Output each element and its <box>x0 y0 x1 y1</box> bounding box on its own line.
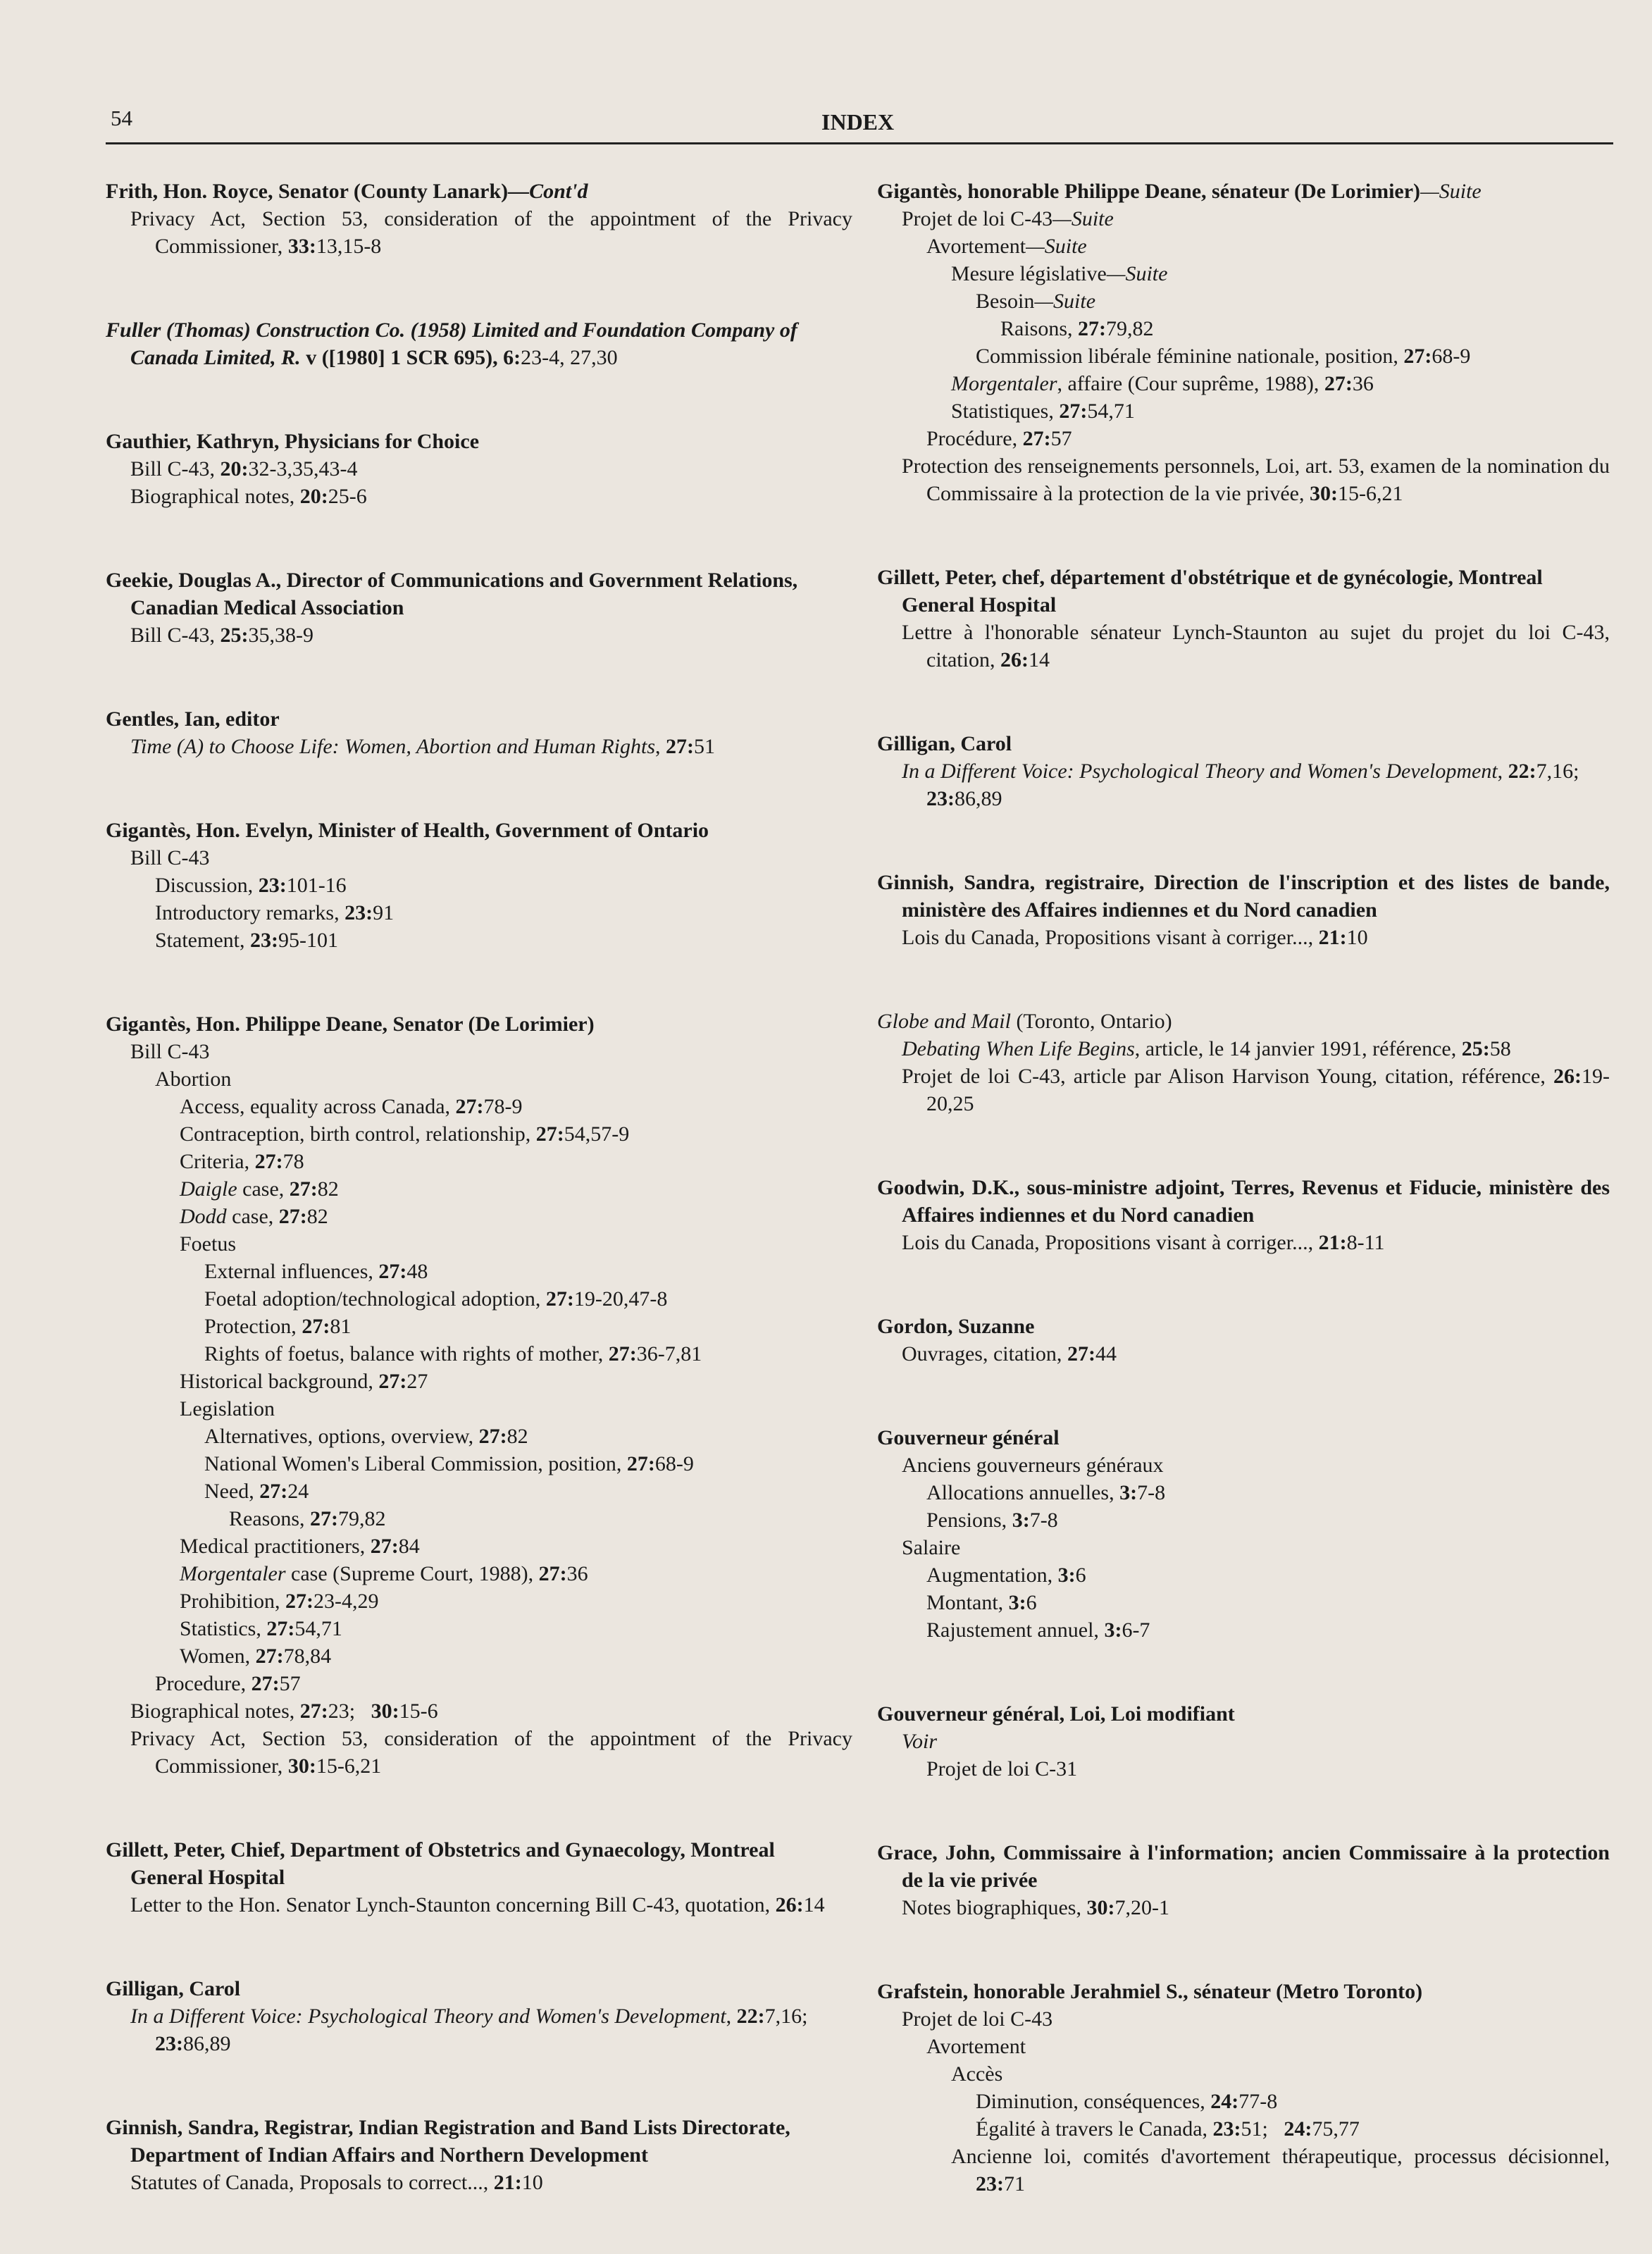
subentry: Criteria, 27:78 <box>180 1150 304 1173</box>
index-entry <box>106 428 852 510</box>
subentry: Statistiques, 27:54,71 <box>951 400 1135 423</box>
index-entry <box>106 1975 852 2057</box>
subentry: Ouvrages, citation, 27:44 <box>902 1342 1117 1366</box>
index-entry <box>877 869 1610 951</box>
subentry: Besoin—Suite <box>976 290 1096 313</box>
subentry: Foetus <box>180 1232 237 1256</box>
subentry: Legislation <box>180 1397 275 1420</box>
index-entry <box>106 178 852 260</box>
subentry: Statistics, 27:54,71 <box>180 1617 342 1640</box>
index-entry <box>106 316 852 371</box>
subentry: Medical practitioners, 27:84 <box>180 1535 420 1558</box>
index-entry <box>877 730 1610 812</box>
entry-heading: Frith, Hon. Royce, Senator (County Lanark)—Cont'd <box>106 180 588 203</box>
subentry: Raisons, 27:79,82 <box>1000 317 1154 340</box>
index-entry <box>877 1313 1610 1368</box>
subentry: Introductory remarks, 23:91 <box>155 901 395 924</box>
subentry: Women, 27:78,84 <box>180 1645 332 1668</box>
subentry: Ancienne loi, comités d'avortement thérapeutique, processus décisionnel, 23:71 <box>951 2145 1610 2196</box>
subentry: Notes biographiques, 30:7,20-1 <box>902 1896 1169 1919</box>
subentry: Abortion <box>155 1067 232 1091</box>
entry-heading: Gilligan, Carol <box>877 732 1012 755</box>
subentry: Foetal adoption/technological adoption, 27:19-20,47-8 <box>204 1287 668 1311</box>
subentry: Privacy Act, Section 53, consideration of the appointment of the Privacy Commissioner, 30:15-6,21 <box>130 1727 852 1778</box>
subentry: Bill C-43, 25:35,38-9 <box>130 624 314 647</box>
subentry: Égalité à travers le Canada, 23:51; 24:75,77 <box>976 2117 1360 2141</box>
running-head: INDEX <box>821 109 895 135</box>
page-number: 54 <box>111 106 132 130</box>
entry-heading: Gordon, Suzanne <box>877 1315 1035 1338</box>
subentry: Bill C-43, 20:32-3,35,43-4 <box>130 457 358 481</box>
subentry: Statutes of Canada, Proposals to correct..., 21:10 <box>130 2171 543 2194</box>
left-column <box>106 178 852 2253</box>
subentry: Lois du Canada, Propositions visant à corriger..., 21:8-11 <box>902 1231 1385 1254</box>
subentry: Protection, 27:81 <box>204 1315 352 1338</box>
subentry: National Women's Liberal Commission, position, 27:68-9 <box>204 1452 694 1475</box>
entry-heading: Goodwin, D.K., sous-ministre adjoint, Terres, Revenus et Fiducie, ministère des Affaires indiennes et du Nord canadien <box>877 1176 1610 1227</box>
index-entry <box>106 566 852 649</box>
subentry: Bill C-43 <box>130 1040 210 1063</box>
subentry: Letter to the Hon. Senator Lynch-Staunton concerning Bill C-43, quotation, 26:14 <box>130 1893 825 1916</box>
subentry: Statement, 23:95-101 <box>155 929 338 952</box>
right-column <box>877 178 1610 2254</box>
subentry: Historical background, 27:27 <box>180 1370 428 1393</box>
entry-heading: Gillett, Peter, chef, département d'obstétrique et de gynécologie, Montreal General Hospital <box>877 566 1543 617</box>
entry-heading: Ginnish, Sandra, registraire, Direction de l'inscription et des listes de bande, ministère des Affaires indiennes et du Nord canadien <box>877 871 1610 922</box>
subentry: Reasons, 27:79,82 <box>229 1507 386 1530</box>
subentry: Procédure, 27:57 <box>926 427 1072 450</box>
entry-heading: Grafstein, honorable Jerahmiel S., sénateur (Metro Toronto) <box>877 1980 1423 2003</box>
entry-heading: Gentles, Ian, editor <box>106 707 280 731</box>
entry-heading: Ginnish, Sandra, Registrar, Indian Registration and Band Lists Directorate, Department of Indian Affairs and Northern Development <box>106 2116 790 2167</box>
entry-heading: Gouverneur général, Loi, Loi modifiant <box>877 1702 1235 1726</box>
entry-heading: Gigantès, Hon. Philippe Deane, Senator (De Lorimier) <box>106 1013 595 1036</box>
entry-heading: Gigantès, Hon. Evelyn, Minister of Health, Government of Ontario <box>106 819 709 842</box>
entry-heading: Fuller (Thomas) Construction Co. (1958) Limited and Foundation Company of Canada Limited, R. v ([1980] 1 SCR 695), 6:23-4, 27,30 <box>106 318 797 369</box>
subentry: Access, equality across Canada, 27:78-9 <box>180 1095 523 1118</box>
subentry: Projet de loi C-43—Suite <box>902 207 1114 230</box>
subentry: Daigle case, 27:82 <box>180 1177 339 1201</box>
subentry: Bill C-43 <box>130 846 210 869</box>
index-entry <box>877 564 1610 674</box>
entry-heading: Gigantès, honorable Philippe Deane, sénateur (De Lorimier)—Suite <box>877 180 1482 203</box>
index-entry <box>877 1978 1610 2198</box>
subentry: Voir <box>902 1730 938 1753</box>
subentry: Accès <box>951 2062 1003 2086</box>
entry-heading: Gauthier, Kathryn, Physicians for Choice <box>106 430 480 453</box>
entry-heading: Globe and Mail (Toronto, Ontario) <box>877 1010 1172 1033</box>
entry-heading: Gouverneur général <box>877 1426 1060 1449</box>
subentry: Morgentaler case (Supreme Court, 1988), 27:36 <box>180 1562 588 1585</box>
entry-heading: Geekie, Douglas A., Director of Communications and Government Relations, Canadian Medical Association <box>106 569 798 619</box>
subentry: Contraception, birth control, relationship, 27:54,57-9 <box>180 1122 630 1146</box>
subentry: Pensions, 3:7-8 <box>926 1509 1058 1532</box>
index-entry <box>877 1008 1610 1117</box>
subentry: Projet de loi C-31 <box>926 1757 1078 1781</box>
index-entry <box>877 178 1610 507</box>
subentry: Montant, 3:6 <box>926 1591 1037 1614</box>
subentry: Rights of foetus, balance with rights of mother, 27:36-7,81 <box>204 1342 702 1366</box>
index-entry <box>106 2114 852 2196</box>
subentry: Protection des renseignements personnels, Loi, art. 53, examen de la nomination du Commissaire à la protection de la vie privée, 30:15-6,21 <box>902 454 1610 505</box>
subentry: Allocations annuelles, 3:7-8 <box>926 1481 1166 1504</box>
subentry: Lois du Canada, Propositions visant à corriger..., 21:10 <box>902 926 1368 949</box>
subentry: Avortement—Suite <box>926 235 1087 258</box>
index-entry <box>877 1700 1610 1783</box>
subentry: Mesure législative—Suite <box>951 262 1168 285</box>
subentry: In a Different Voice: Psychological Theory and Women's Development, 22:7,16; 23:86,89 <box>902 760 1579 810</box>
subentry: Discussion, 23:101-16 <box>155 874 347 897</box>
subentry: Anciens gouverneurs généraux <box>902 1454 1164 1477</box>
subentry: Augmentation, 3:6 <box>926 1563 1086 1587</box>
subentry: Morgentaler, affaire (Cour suprême, 1988), 27:36 <box>951 372 1374 395</box>
entry-heading: Gilligan, Carol <box>106 1977 241 2000</box>
subentry: External influences, 27:48 <box>204 1260 428 1283</box>
subentry: Diminution, conséquences, 24:77-8 <box>976 2090 1278 2113</box>
header-rule <box>106 142 1613 144</box>
entry-heading: Gillett, Peter, Chief, Department of Obstetrics and Gynaecology, Montreal General Hospital <box>106 1838 775 1889</box>
subentry: Avortement <box>926 2035 1026 2058</box>
subentry: Biographical notes, 27:23; 30:15-6 <box>130 1699 438 1723</box>
subentry: Privacy Act, Section 53, consideration of the appointment of the Privacy Commissioner, 33:13,15-8 <box>130 207 852 258</box>
subentry: Biographical notes, 20:25-6 <box>130 485 367 508</box>
subentry: Procedure, 27:57 <box>155 1672 301 1695</box>
subentry: Dodd case, 27:82 <box>180 1205 328 1228</box>
index-entry <box>106 1010 852 1780</box>
subentry: Lettre à l'honorable sénateur Lynch-Staunton au sujet du projet du loi C-43, citation, 26:14 <box>902 621 1610 671</box>
entry-heading: Grace, John, Commissaire à l'information; ancien Commissaire à la protection de la vie privée <box>877 1841 1610 1892</box>
index-entry <box>877 1424 1610 1644</box>
index-entry <box>106 705 852 760</box>
subentry: Alternatives, options, overview, 27:82 <box>204 1425 528 1448</box>
subentry: Projet de loi C-43, article par Alison Harvison Young, citation, référence, 26:19-20,25 <box>902 1065 1610 1115</box>
index-entry <box>106 1836 852 1919</box>
subentry: Salaire <box>902 1536 961 1559</box>
subentry: Debating When Life Begins, article, le 14 janvier 1991, référence, 25:58 <box>902 1037 1511 1060</box>
subentry: Prohibition, 27:23-4,29 <box>180 1590 379 1613</box>
index-entry <box>877 1174 1610 1256</box>
subentry: Projet de loi C-43 <box>902 2007 1053 2031</box>
index-entry <box>877 1839 1610 1921</box>
subentry: Need, 27:24 <box>204 1480 309 1503</box>
subentry: Commission libérale féminine nationale, position, 27:68-9 <box>976 345 1471 368</box>
index-entry <box>106 817 852 954</box>
subentry: Time (A) to Choose Life: Women, Abortion and Human Rights, 27:51 <box>130 735 715 758</box>
subentry: In a Different Voice: Psychological Theory and Women's Development, 22:7,16; 23:86,89 <box>130 2005 808 2055</box>
subentry: Rajustement annuel, 3:6-7 <box>926 1618 1150 1642</box>
